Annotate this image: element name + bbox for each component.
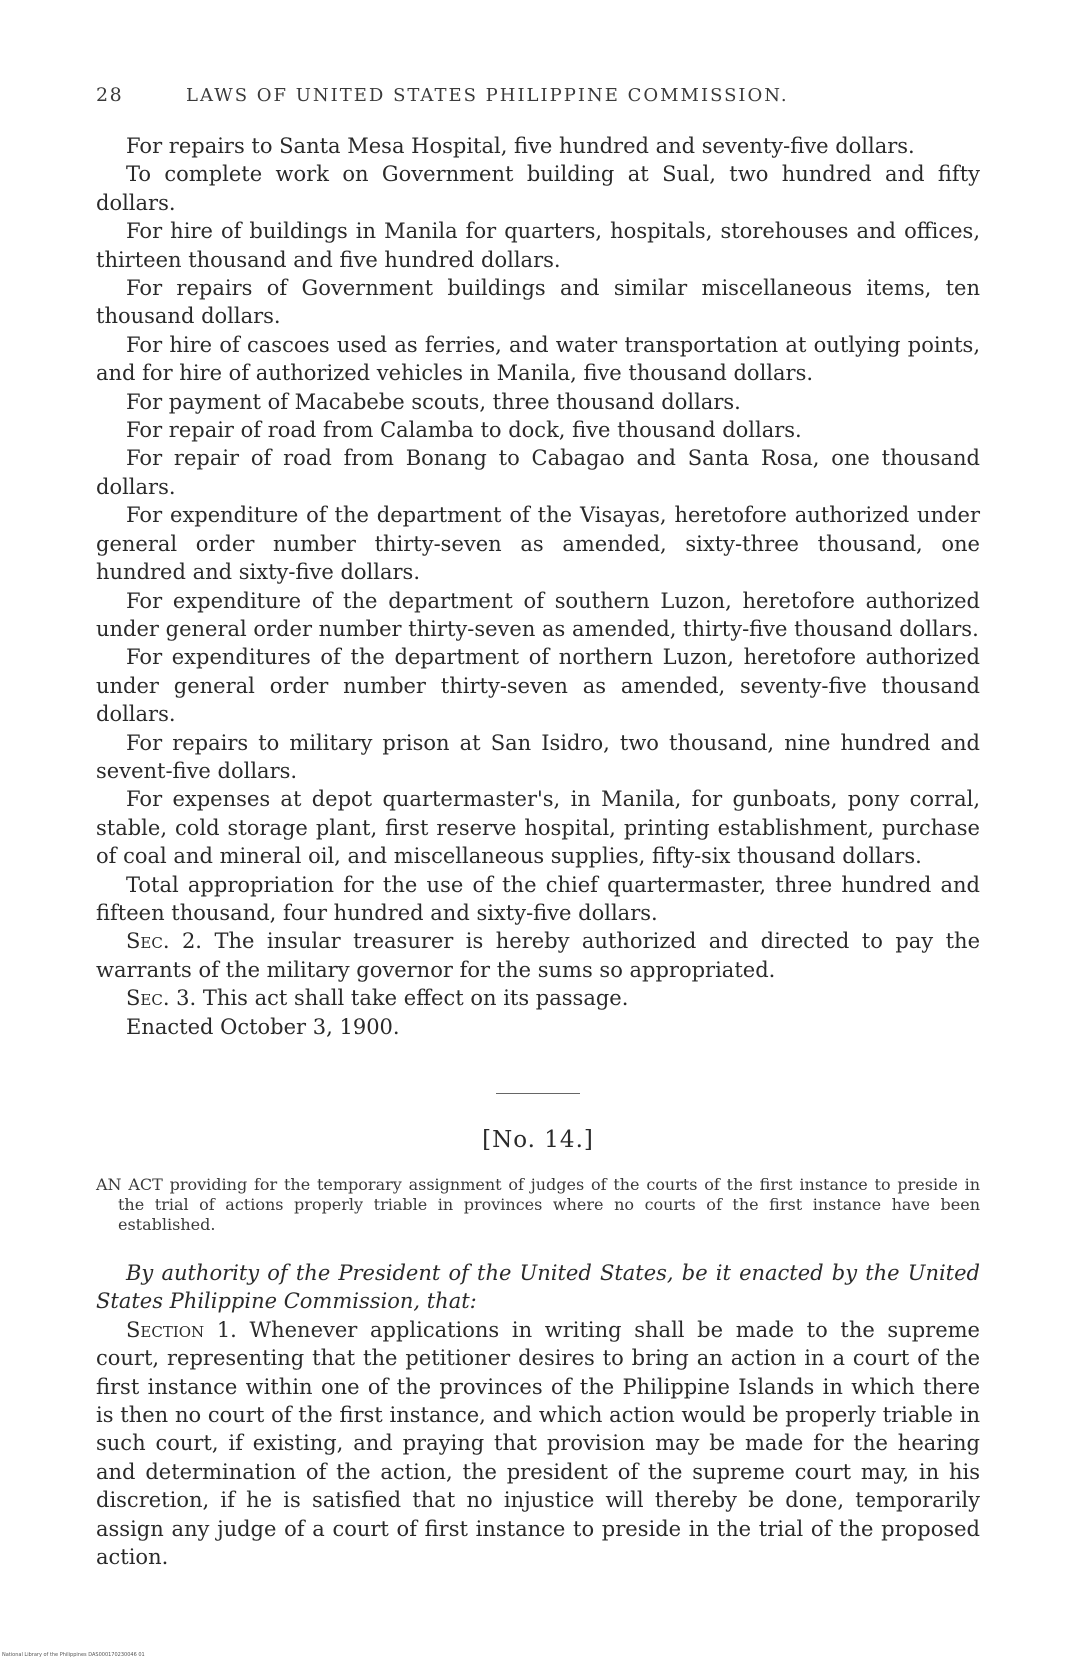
appropriation-paragraph: For expenses at depot quartermaster's, in Manila, for gunboats, pony corral, stable, cold storage plant, first reserve hospital, printing establishment, purchase of coal and mineral oil, and miscellaneous supplies, fifty-six thousand dollars.	[96, 787, 980, 869]
section-text: Whenever applications in writing shall be made to the supreme court, representing that the petitioner desires to bring an action in a court of the first instance within one of the provinces of the Philippine Islands in which there is then no court of the first instance, and which action would be properly triable in such court, if existing, and praying that provision may be made for the hearing and determination of the action, the president of the supreme court may, in his discretion, if he is satisfied that no injustice will thereby be done, temporarily assign any judge of a court of first instance to preside in the trial of the proposed action.	[96, 1317, 980, 1570]
appropriation-paragraph: For expenditure of the department of the Visayas, heretofore authorized under general order number thirty-seven as amended, sixty-three thousand, one hundred and sixty-five dollars.	[96, 503, 980, 585]
appropriation-paragraph: For repairs of Government buildings and similar miscellaneous items, ten thousand dollars.	[96, 276, 980, 329]
appropriation-paragraph: For repairs to military prison at San Isidro, two thousand, nine hundred and sevent-five dollars.	[96, 730, 980, 783]
section-text: The insular treasurer is hereby authorized and directed to pay the warrants of the military governor for the sums so appropriated.	[96, 929, 980, 982]
section-label: Sec. 2.	[126, 929, 202, 954]
appropriation-paragraph: For repairs to Santa Mesa Hospital, five hundred and seventy-five dollars.	[126, 134, 915, 158]
appropriation-paragraph: For repair of road from Calamba to dock, five thousand dollars.	[126, 418, 802, 443]
section-label: Sec. 3.	[126, 986, 197, 1011]
section-1	[96, 1316, 980, 1572]
act-title: AN ACT providing for the temporary assignment of judges of the courts of the first instance to preside in the trial of actions properly triable in provinces where no courts of the first instance have been established.	[96, 1175, 980, 1234]
enacted-date: Enacted October 3, 1900.	[126, 1014, 400, 1039]
appropriation-paragraph: For payment of Macabebe scouts, three thousand dollars.	[126, 389, 741, 414]
appropriation-paragraph: For expenditures of the department of northern Luzon, heretofore authorized under general order number thirty-seven as amended, seventy-five thousand dollars.	[96, 645, 980, 727]
appropriation-paragraph: For hire of buildings in Manila for quarters, hospitals, storehouses and offices, thirteen thousand and five hundred dollars.	[96, 219, 980, 272]
running-title: LAWS OF UNITED STATES PHILIPPINE COMMISSION.	[186, 85, 789, 106]
enacting-clause: By authority of the President of the United States, be it enacted by the United States Philippine Commission, that:	[96, 1261, 980, 1314]
act-number: [No. 14.]	[482, 1127, 594, 1153]
document-page	[96, 84, 980, 1571]
scan-footer-note: National Library of the Philippines DAS000170230046 01	[2, 1652, 145, 1658]
appropriation-paragraph: To complete work on Government building at Sual, two hundred and fifty dollars.	[96, 162, 980, 215]
running-head	[96, 84, 980, 106]
section-divider	[496, 1093, 580, 1094]
page-number: 28	[96, 84, 124, 106]
appropriation-paragraph: For hire of cascoes used as ferries, and water transportation at outlying points, and for hire of authorized vehicles in Manila, five thousand dollars.	[96, 332, 980, 386]
section-3	[96, 984, 980, 1012]
total-appropriation-paragraph: Total appropriation for the use of the chief quartermaster, three hundred and fifteen thousand, four hundred and sixty-five dollars.	[96, 872, 980, 925]
appropriation-paragraph: For expenditure of the department of southern Luzon, heretofore authorized under general order number thirty-seven as amended, thirty-five thousand dollars.	[96, 588, 980, 641]
appropriation-paragraph: For repair of road from Bonang to Cabagao and Santa Rosa, one thousand dollars.	[96, 446, 980, 499]
section-label: Section 1.	[126, 1317, 237, 1342]
section-2	[96, 927, 980, 984]
section-text: This act shall take effect on its passage.	[202, 986, 629, 1011]
